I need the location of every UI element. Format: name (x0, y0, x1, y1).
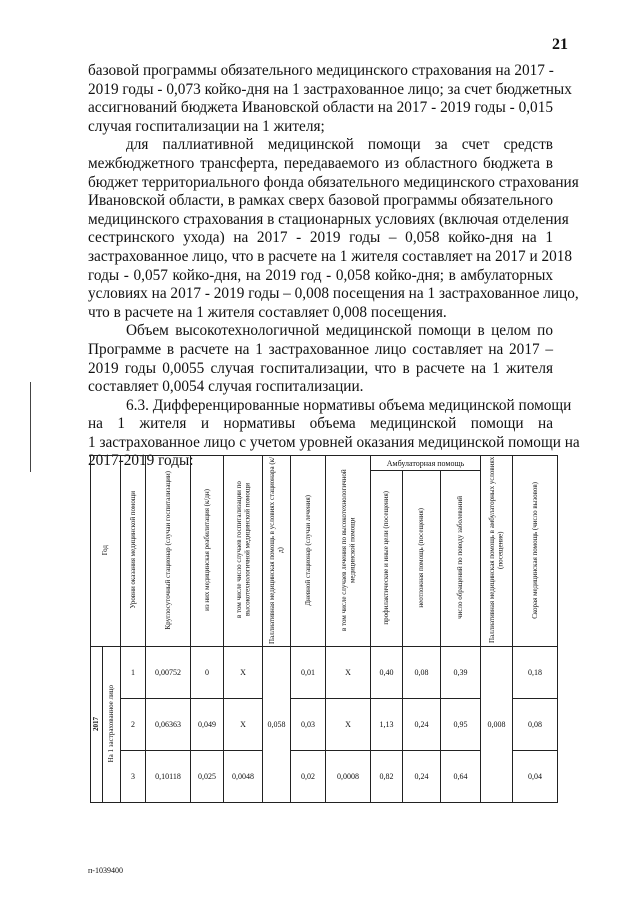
emergency-cell: 0,04 (513, 751, 558, 803)
text-line: что в расчете на 1 жителя составляет 0,008 посещения. (88, 303, 447, 321)
emergency-cell: 0,18 (513, 647, 558, 699)
header-day-stat: Дневной стационар (случаи лечения) (291, 456, 326, 647)
header-palliative-amb: Паллиативная медицинская помощь в амбулаторных условиях (посещение) (481, 456, 513, 647)
level-cell: 1 (121, 647, 146, 699)
header-year: Год (91, 456, 121, 647)
diseases-cell: 0,95 (441, 699, 481, 751)
text-line: для паллиативной медицинской помощи за счет средств (126, 136, 553, 154)
header-hitech-day: в том числе случаев лечения по высокотехнологичной медицинской помощи (326, 456, 371, 647)
hitech-hosp-cell: X (224, 647, 263, 699)
hitech-day-cell: 0,0008 (326, 751, 371, 803)
rehab-cell: 0,049 (191, 699, 224, 751)
day-stat-cell: 0,01 (291, 647, 326, 699)
header-ambulatory-group: Амбулаторная помощь (371, 456, 481, 471)
paragraph (88, 322, 553, 396)
year-cell: 2017 (91, 647, 103, 803)
level-cell: 2 (121, 699, 146, 751)
text-line: 2019 годы 0,0055 случая госпитализации, что в расчете на 1 жителя (88, 359, 553, 377)
text-line: 6.3. Дифференцированные нормативы объема медицинской помощи (126, 396, 572, 414)
text-line: застрахованное лицо, что в расчете на 1 жителя составляет на 2017 и 2018 (88, 247, 573, 265)
round-clock-cell: 0,10118 (146, 751, 191, 803)
text-line: 1 застрахованное лицо с учетом уровней оказания медицинской помощи на (88, 433, 580, 451)
document-code: п-1039400 (88, 866, 123, 875)
diseases-cell: 0,64 (441, 751, 481, 803)
header-hitech-hosp: в том числе число случаев госпитализации по высокотехнологичной медицинской помощи (224, 456, 263, 647)
text-line: 2017-2019 годы: (88, 452, 194, 470)
text-line: случая госпитализации на 1 жителя; (88, 117, 325, 135)
prophylactic-cell: 0,82 (371, 751, 403, 803)
round-clock-cell: 0,00752 (146, 647, 191, 699)
scan-artifact-line (30, 382, 31, 472)
text-line: 2019 годы - 0,073 койко-дня на 1 застрахованное лицо; за счет бюджетных (88, 80, 572, 98)
urgent-cell: 0,24 (403, 751, 441, 803)
header-emergency: Скорая медицинская помощь (число вызовов) (513, 456, 558, 647)
diseases-cell: 0,39 (441, 647, 481, 699)
level-cell: 3 (121, 751, 146, 803)
header-diseases: число обращений по поводу заболеваний (441, 471, 481, 647)
text-line: годы - 0,057 койко-дня, на 2019 год - 0,058 койко-дня; в амбулаторных (88, 266, 553, 284)
palliative-stat-cell: 0,058 (263, 647, 291, 803)
medical-care-norms-table (90, 455, 558, 803)
header-round-clock: Круглосуточный стационар (случаи госпитализации) (146, 456, 191, 647)
text-line: на 1 жителя и нормативы объема медицинской помощи на (88, 415, 553, 433)
urgent-cell: 0,08 (403, 647, 441, 699)
prophylactic-cell: 0,40 (371, 647, 403, 699)
round-clock-cell: 0,06363 (146, 699, 191, 751)
text-line: Программе в расчете на 1 застрахованное лицо составляет на 2017 – (88, 340, 553, 358)
header-rehab: из них медицинская реабилитация (к/дн) (191, 456, 224, 647)
header-prophylactic: профилактические и иные цели (посещения) (371, 471, 403, 647)
text-line: бюджет территориального фонда обязательного медицинского страхования (88, 173, 579, 191)
paragraph (88, 136, 579, 322)
palliative-amb-cell: 0,008 (481, 647, 513, 803)
hitech-day-cell: X (326, 647, 371, 699)
paragraph (88, 62, 572, 136)
header-urgent: неотложная помощь (посещения) (403, 471, 441, 647)
text-line: Объем высокотехнологичной медицинской помощи в целом по (126, 322, 553, 340)
text-line: межбюджетного трансферта, передаваемого из областного бюджета в (88, 154, 553, 172)
urgent-cell: 0,24 (403, 699, 441, 751)
header-palliative-stat: Паллиативная медицинская помощь в условиях стационара (к/д) (263, 456, 291, 647)
rehab-cell: 0 (191, 647, 224, 699)
text-line: ассигнований бюджета Ивановской области на 2017 - 2019 годы - 0,015 (88, 99, 553, 117)
text-line: составляет 0,0054 случая госпитализации. (88, 378, 364, 396)
per-insured-cell: На 1 застрахованное лицо (103, 647, 121, 803)
hitech-hosp-cell: 0,0048 (224, 751, 263, 803)
hitech-hosp-cell: X (224, 699, 263, 751)
header-level: Уровни оказания медицинской помощи (121, 456, 146, 647)
hitech-day-cell: X (326, 699, 371, 751)
table-row (91, 647, 558, 699)
day-stat-cell: 0,02 (291, 751, 326, 803)
text-line: базовой программы обязательного медицинского страхования на 2017 - (88, 62, 554, 79)
emergency-cell: 0,08 (513, 699, 558, 751)
text-line: условиях на 2017 - 2019 годы – 0,008 посещения на 1 застрахованное лицо, (88, 285, 579, 303)
day-stat-cell: 0,03 (291, 699, 326, 751)
text-line: Ивановской области, в рамках сверх базовой программы обязательного (88, 192, 553, 210)
body-text (88, 62, 580, 471)
prophylactic-cell: 1,13 (371, 699, 403, 751)
page-number: 21 (552, 36, 568, 53)
rehab-cell: 0,025 (191, 751, 224, 803)
text-line: сестринского ухода) на 2017 - 2019 годы – 0,058 койко-дня на 1 (88, 229, 553, 247)
text-line: медицинского страхования в стационарных условиях (включая отделения (88, 210, 569, 228)
